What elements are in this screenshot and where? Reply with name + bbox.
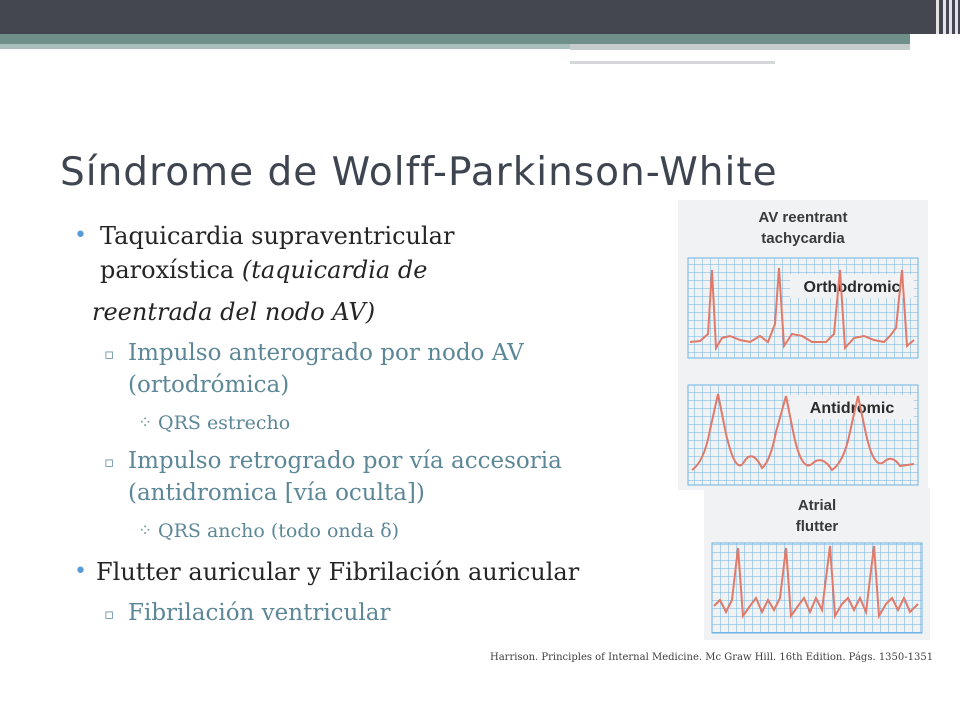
header-thin-line bbox=[570, 61, 775, 64]
citation-text: Harrison. Principles of Internal Medicine. Mc Graw Hill. 16th Edition. Págs. 1350-1351 bbox=[490, 652, 934, 663]
detail-qrs-ancho bbox=[72, 517, 712, 545]
bullet-text-line2 bbox=[100, 253, 712, 287]
bullet-text: Taquicardia supraventricular bbox=[100, 222, 455, 250]
sub-bullet-fibrilacion bbox=[72, 597, 712, 629]
sub-bullet-text: Impulso retrogrado por vía accesoria bbox=[128, 448, 562, 474]
header-light-teal-band bbox=[0, 44, 570, 49]
text-italic: (taquicardia de bbox=[241, 256, 428, 284]
ecg-grid-flutter bbox=[712, 543, 922, 633]
sub-bullet-anterogrado bbox=[72, 337, 712, 401]
header-decorative-lines bbox=[930, 0, 960, 64]
square-bullet-icon: ▫ bbox=[104, 605, 115, 623]
diamond-bullet-icon: ⁘ bbox=[138, 521, 153, 541]
ecg-figure-av-reentrant bbox=[678, 200, 928, 490]
bullet-dot-icon: • bbox=[74, 559, 87, 584]
sub-bullet-text: Impulso anterogrado por nodo AV bbox=[128, 340, 524, 366]
text-italic: reentrada del nodo AV) bbox=[92, 298, 376, 326]
square-bullet-icon: ▫ bbox=[104, 345, 115, 363]
figure-title-line1: Atrial bbox=[797, 497, 837, 514]
ecg-figure-atrial-flutter bbox=[704, 488, 930, 640]
orthodromic-label: Orthodromic bbox=[803, 279, 901, 296]
text-normal: paroxística bbox=[100, 256, 242, 284]
antidromic-label: Antidromic bbox=[809, 400, 895, 417]
detail-qrs-estrecho bbox=[72, 409, 712, 437]
figure-title-line1: AV reentrant bbox=[758, 209, 848, 226]
sub-bullet-text-cont: (antidromica [vía oculta]) bbox=[128, 480, 425, 506]
figure-title-line2: flutter bbox=[795, 518, 839, 535]
header-teal-band bbox=[0, 34, 910, 44]
diamond-bullet-icon: ⁘ bbox=[138, 413, 153, 433]
bullet-text: Flutter auricular y Fibrilación auricular bbox=[96, 558, 580, 586]
detail-text: QRS estrecho bbox=[158, 412, 291, 434]
bullet-dot-icon: • bbox=[74, 223, 87, 248]
bullet-text-line3 bbox=[92, 295, 712, 329]
header-dark-bar bbox=[0, 0, 960, 34]
bullet-taquicardia bbox=[72, 219, 712, 329]
header-grey-band bbox=[570, 44, 910, 50]
bullet-list bbox=[72, 219, 712, 629]
slide-title: Síndrome de Wolff-Parkinson-White bbox=[60, 150, 778, 195]
square-bullet-icon: ▫ bbox=[104, 453, 115, 471]
sub-bullet-text: Fibrilación ventricular bbox=[128, 600, 391, 626]
bullet-flutter bbox=[72, 555, 712, 589]
sub-bullet-retrogrado bbox=[72, 445, 712, 509]
ecg-grid-orthodromic bbox=[688, 258, 918, 358]
sub-bullet-text-cont: (ortodrómica) bbox=[128, 372, 290, 398]
detail-text: QRS ancho (todo onda δ) bbox=[158, 520, 400, 542]
figure-title-line2: tachycardia bbox=[761, 230, 845, 247]
